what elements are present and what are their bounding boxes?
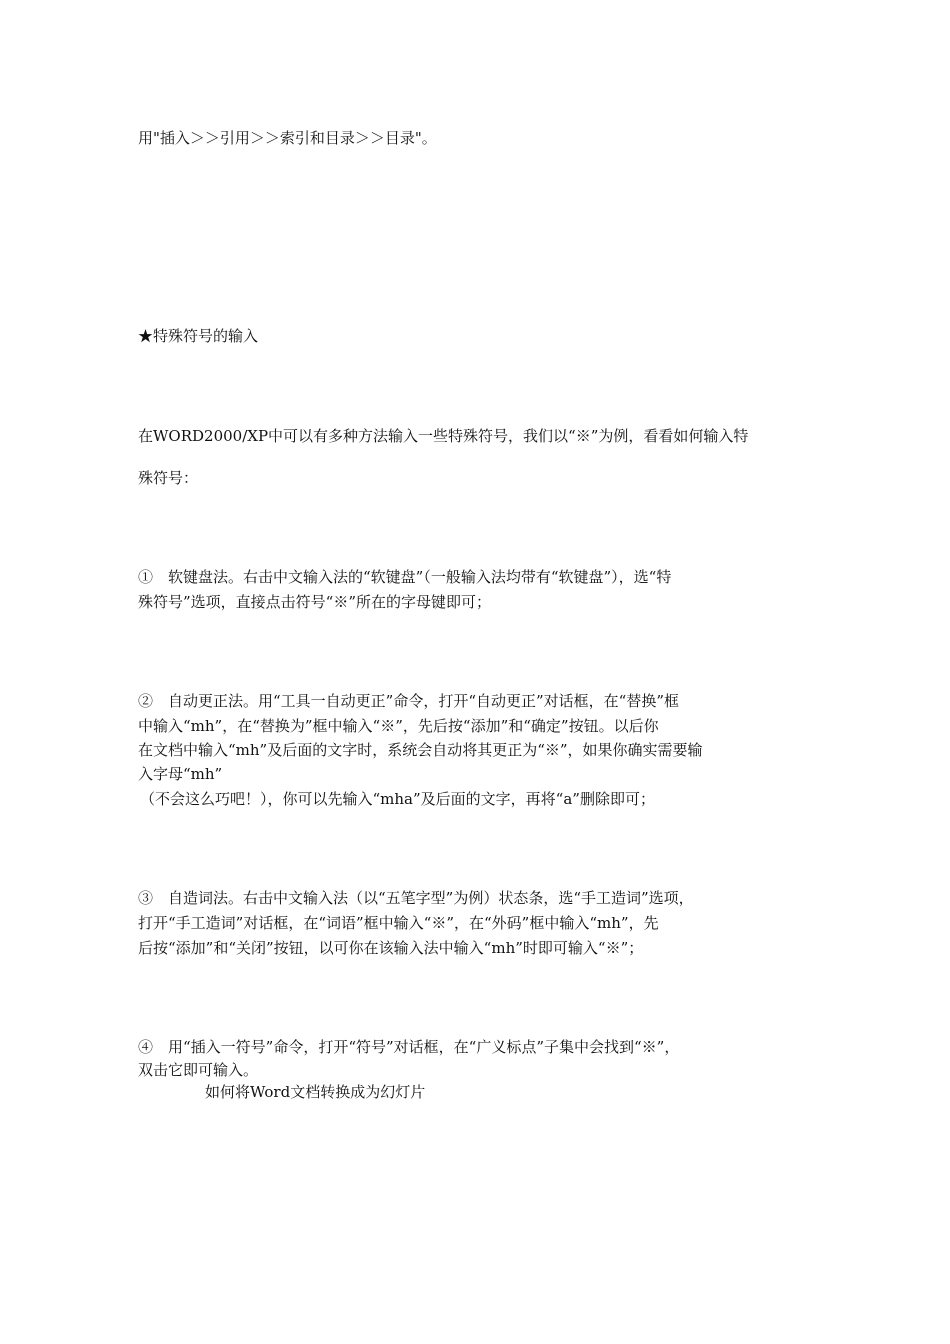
method-2-line-4: 入字母“mh” [138,765,223,783]
next-section-title: 如何将Word文档转换成为幻灯片 [205,1083,426,1101]
intro-line: 用"插入＞＞引用＞＞索引和目录＞＞目录"。 [138,129,437,147]
method-3-line-1: ③ 自造词法。右击中文输入法（以“五笔字型”为例）状态条，选“手工造词”选项， [138,889,694,907]
method-2-line-3: 在文档中输入“mh”及后面的文字时，系统会自动将其更正为“※”，如果你确实需要输 [138,741,703,759]
method-2-line-5: （不会这么巧吧！），你可以先输入“mha”及后面的文字，再将“a”删除即可； [140,790,655,808]
method-2-line-2: 中输入“mh”，在“替换为”框中输入“※”，先后按“添加”和“确定”按钮。以后你 [138,717,659,735]
method-3-line-2: 打开“手工造词”对话框，在“词语”框中输入“※”，在“外码”框中输入“mh”，先 [138,914,659,932]
method-1-line-1: ① 软键盘法。右击中文输入法的“软键盘”（一般输入法均带有“软键盘”），选“特 [138,568,672,586]
method-2-line-1: ② 自动更正法。用“工具一自动更正”命令，打开“自动更正”对话框，在“替换”框 [138,692,680,710]
intro-paragraph-line-2: 殊符号： [138,469,199,487]
section-heading: ★特殊符号的输入 [138,327,259,345]
method-3-line-3: 后按“添加”和“关闭”按钮，以可你在该输入法中输入“mh”时即可输入“※”； [138,939,644,957]
intro-paragraph-line-1: 在WORD2000/XP中可以有多种方法输入一些特殊符号，我们以“※”为例，看看如何输入特 [138,427,749,445]
method-1-line-2: 殊符号”选项，直接点击符号“※”所在的字母键即可； [138,593,492,611]
method-4-line-2: 双击它即可输入。 [138,1061,259,1079]
method-4-line-1: ④ 用“插入一符号”命令，打开“符号”对话框，在“广义标点”子集中会找到“※”， [138,1038,680,1056]
